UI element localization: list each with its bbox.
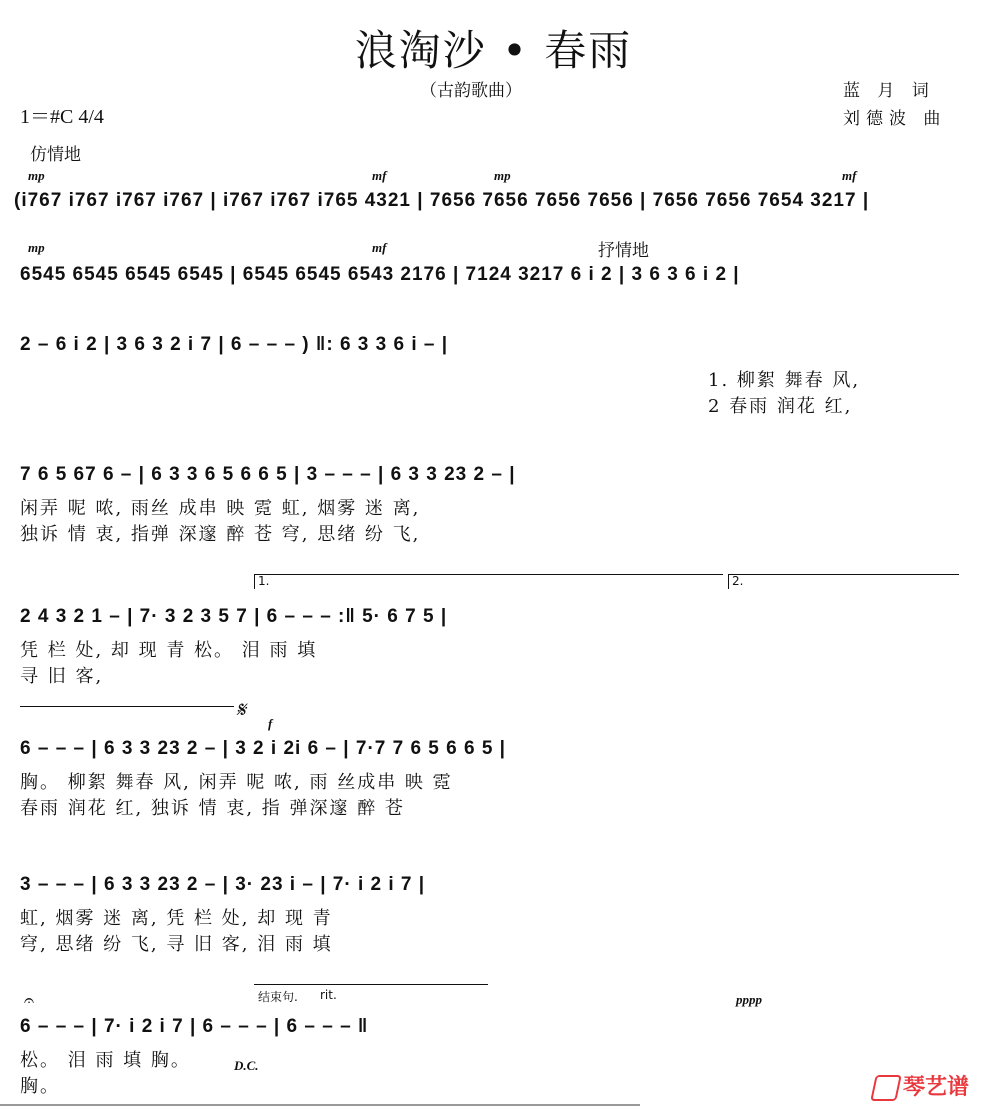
lyric-line: 虹, 烟雾 迷 离, 凭 栏 处, 却 现 青 bbox=[20, 908, 333, 929]
rit-label: rit. bbox=[320, 988, 337, 1002]
footer-divider bbox=[0, 1104, 640, 1106]
ending-label: 结束句. bbox=[258, 990, 298, 1004]
logo-icon bbox=[870, 1075, 902, 1101]
notation-line: 6545 6545 6545 6545 | 6545 6545 6543 2176 | 7124 3217 6 i 2 | 3 6 3 6 i 2 | bbox=[20, 264, 740, 285]
notation-line: 7 6 5 67 6 – | 6 3 3 6 5 6 6 5 | 3 – – – | 6 3 3 23 2 – | bbox=[20, 464, 516, 485]
notation-line: 6 – – – | 6 3 3 23 2 – | 3 2 i 2i 6 – | 7·7 7 6 5 6 6 5 | bbox=[20, 738, 507, 759]
ending-bracket bbox=[254, 984, 488, 985]
notation-line: 2 4 3 2 1 – | 7· 3 2 3 5 7 | 6 – – – :‖ 5· 6 7 5 | bbox=[20, 606, 448, 627]
lyric-line: 寻 旧 客, bbox=[20, 666, 104, 687]
lyric-line: 1. 柳絮 舞春 风, bbox=[708, 370, 861, 391]
lyric-line: 胸。 柳絮 舞春 风, 闲弄 呢 哝, 雨 丝成串 映 霓 bbox=[20, 772, 453, 793]
dynamic-mark: mf bbox=[372, 168, 387, 183]
notation-line: (i767 i767 i767 i767 | i767 i767 i765 4321 | 7656 7656 7656 7656 | 7656 7656 7654 3217 | bbox=[14, 190, 870, 211]
mood-marking: 抒情地 bbox=[598, 241, 649, 261]
notation-line: 6 – – – | 7· i 2 i 7 | 6 – – – | 6 – – – ‖ bbox=[20, 1016, 369, 1037]
notation-line: 2 – 6 i 2 | 3 6 3 2 i 7 | 6 – – – ) ‖: 6 3 3 6 i – | bbox=[20, 334, 449, 355]
subtitle: （古韵歌曲） bbox=[420, 81, 522, 101]
coda-line bbox=[20, 706, 234, 707]
lyric-line: 春雨 润花 红, 独诉 情 衷, 指 弹深邃 醉 苍 bbox=[20, 798, 405, 819]
dc-mark: D.C. bbox=[234, 1058, 259, 1073]
lyric-line: 胸。 bbox=[20, 1076, 60, 1097]
volta-bracket-1 bbox=[254, 574, 723, 589]
lyric-line: 穹, 思绪 纷 飞, 寻 旧 客, 泪 雨 填 bbox=[20, 934, 333, 955]
page-title: 浪淘沙 • 春雨 bbox=[354, 26, 633, 75]
volta-label-2: 2. bbox=[732, 574, 744, 588]
lyric-line: 松。 泪 雨 填 胸。 bbox=[20, 1050, 191, 1071]
tempo-marking: 仿情地 bbox=[30, 145, 81, 165]
lyric-line: 独诉 情 衷, 指弹 深邃 醉 苍 穹, 思绪 纷 飞, bbox=[20, 524, 421, 545]
volta-label-1: 1. bbox=[258, 574, 270, 588]
lyric-line: 2 春雨 润花 红, bbox=[708, 396, 853, 417]
watermark-logo bbox=[873, 1070, 969, 1101]
notation-line: 3 – – – | 6 3 3 23 2 – | 3· 23 i – | 7· i 2 i 7 | bbox=[20, 874, 426, 895]
lyricist-credit: 蓝 月 词 bbox=[843, 81, 935, 101]
dynamic-mark: mp bbox=[28, 240, 45, 255]
segno-icon: 𝄋 bbox=[236, 698, 246, 723]
lyric-line: 凭 栏 处, 却 现 青 松。 泪 雨 填 bbox=[20, 640, 318, 661]
key-signature: 1＝#C 4/4 bbox=[20, 106, 104, 128]
fermata-icon: 𝄐 bbox=[24, 990, 35, 1011]
dynamic-mark: mp bbox=[28, 168, 45, 183]
dynamic-mark: f bbox=[268, 716, 273, 731]
composer-credit: 刘德波 曲 bbox=[843, 109, 947, 129]
dynamic-mark: mf bbox=[842, 168, 857, 183]
dynamic-mark: pppp bbox=[736, 992, 762, 1007]
dynamic-mark: mf bbox=[372, 240, 387, 255]
volta-bracket-2 bbox=[728, 574, 959, 589]
lyric-line: 闲弄 呢 哝, 雨丝 成串 映 霓 虹, 烟雾 迷 离, bbox=[20, 498, 421, 519]
watermark-text: 琴艺谱 bbox=[902, 1075, 969, 1100]
dynamic-mark: mp bbox=[494, 168, 511, 183]
